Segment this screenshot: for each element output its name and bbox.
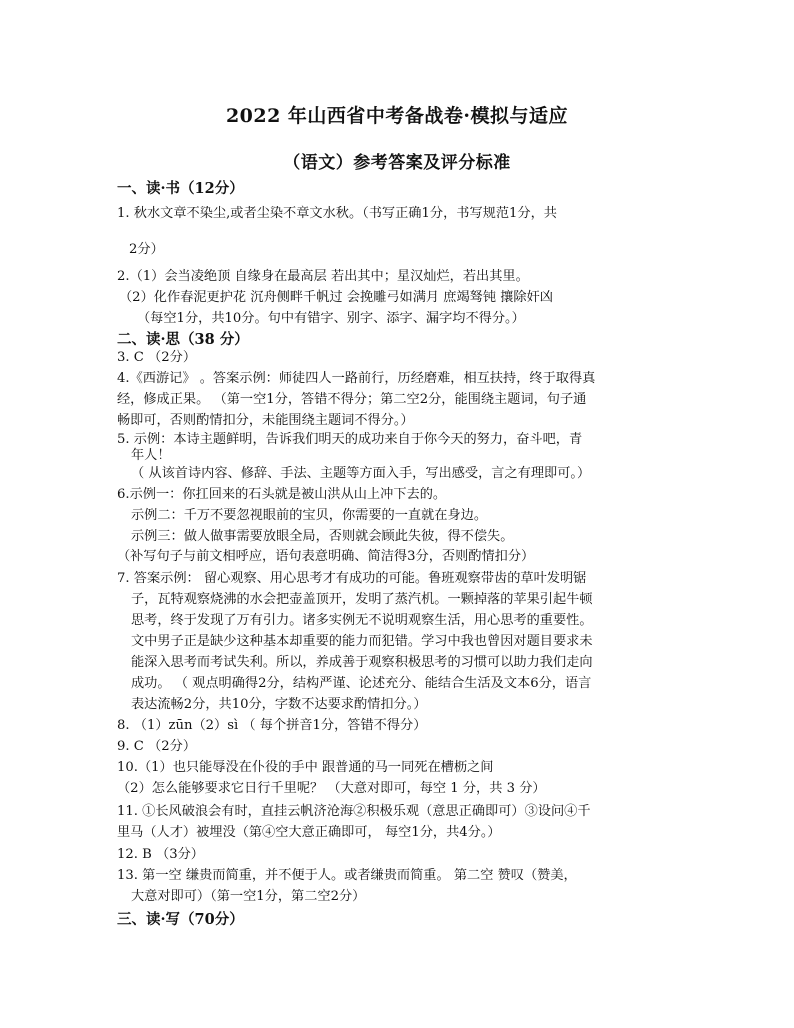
answer-line: 9. C （2分） — [117, 739, 197, 754]
page-title: 2022 年山西省中考备战卷·模拟与适应 — [225, 105, 569, 127]
answer-line: 11. ①长风破浪会有时，直挂云帆济沧海②积极乐观（意思正确即可）③设问④千 — [117, 804, 591, 819]
answer-line: 成功。 （ 观点明确得2分，结构严谨、论述充分、能结合生活及文本6分，语言 — [131, 676, 592, 691]
answer-line: （ 从该首诗内容、修辞、手法、主题等方面入手，写出感受，言之有理即可。） — [131, 466, 591, 481]
section-heading-read-write: 三、读·写（70分） — [117, 911, 244, 928]
answer-line: 8. （1）zūn（2）sì （ 每个拼音1分，答错不得分） — [117, 718, 427, 733]
answer-line: 子，瓦特观察烧沸的水会把壶盖顶开，发明了蒸汽机。一颗掉落的苹果引起牛顿 — [131, 592, 593, 607]
answer-line: 年人！ — [131, 448, 171, 463]
answer-line: 12. B （3分） — [117, 847, 204, 862]
answer-line: 3. C （2分） — [117, 350, 197, 365]
answer-line: 6.示例一：你扛回来的石头就是被山洪从山上冲下去的。 — [117, 487, 447, 502]
section-heading-read-think: 二、读·思（38 分） — [117, 331, 249, 348]
answer-line: 10.（1）也只能辱没在仆役的手中 跟普通的马一同死在槽枥之间 — [117, 760, 494, 775]
answer-line: 5. 示例：本诗主题鲜明，告诉我们明天的成功来自于你今天的努力，奋斗吧，青 — [117, 432, 583, 447]
answer-line: 7. 答案示例： 留心观察、用心思考才有成功的可能。鲁班观察带齿的草叶发明锯 — [117, 571, 587, 586]
section-heading-read-write-book: 一、读·书（12分） — [117, 180, 244, 197]
answer-line: 思考，终于发现了万有引力。诸多实例无不说明观察生活，用心思考的重要性。 — [131, 613, 593, 628]
answer-line: 4.《西游记》 。答案示例：师徒四人一路前行，历经磨难，相互扶持，终于取得真 — [117, 371, 596, 386]
answer-line: 1. 秋水文章不染尘,或者尘染不章文水秋。（书写正确1分，书写规范1分，共 — [117, 206, 557, 221]
answer-line: （补写句子与前文相呼应，语句表意明确、简洁得3分，否则酌情扣分） — [117, 549, 535, 564]
answer-line: 13. 第一空 缣贵而简重，并不便于人。或者缣贵而简重。 第二空 赞叹（赞美， — [117, 868, 577, 883]
answer-line: 示例二：千万不要忽视眼前的宝贝，你需要的一直就在身边。 — [131, 508, 488, 523]
answer-line: 能深入思考而考试失利。所以，养成善于观察积极思考的习惯可以助力我们走向 — [131, 655, 593, 670]
answer-line: （每空1分，共10分。句中有错字、别字、添字、漏字均不得分。） — [137, 311, 525, 326]
answer-line: （2）化作春泥更护花 沉舟侧畔千帆过 会挽雕弓如满月 庶竭驽钝 攘除奸凶 — [119, 290, 553, 305]
answer-line: （2）怎么能够要求它日行千里呢？ （大意对即可，每空 1 分，共 3 分） — [117, 781, 546, 796]
answer-line: 经，修成正果。 （第一空1分，答错不得分；第二空2分，能围绕主题词，句子通 — [117, 392, 587, 407]
answer-line: 文中男子正是缺少这种基本却重要的能力而犯错。学习中我也曾因对题目要求未 — [131, 634, 593, 649]
answer-line: 2.（1）会当凌绝顶 自缘身在最高层 若出其中；星汉灿烂，若出其里。 — [117, 269, 529, 284]
answer-line: 示例三：做人做事需要放眼全局，否则就会顾此失彼，得不偿失。 — [131, 529, 514, 544]
answer-line: 2分） — [129, 242, 164, 257]
answer-line: 表达流畅2分，共10分，字数不达要求酌情扣分。） — [131, 697, 427, 712]
answer-line: 大意对即可）（第一空1分，第二空2分） — [131, 889, 366, 904]
answer-line: 畅即可，否则酌情扣分，未能围绕主题词不得分。） — [117, 413, 414, 428]
page-subtitle: （语文）参考答案及评分标准 — [283, 153, 511, 173]
answer-line: 里马（人才）被埋没（第④空大意正确即可， 每空1分，共4分。） — [117, 825, 501, 840]
